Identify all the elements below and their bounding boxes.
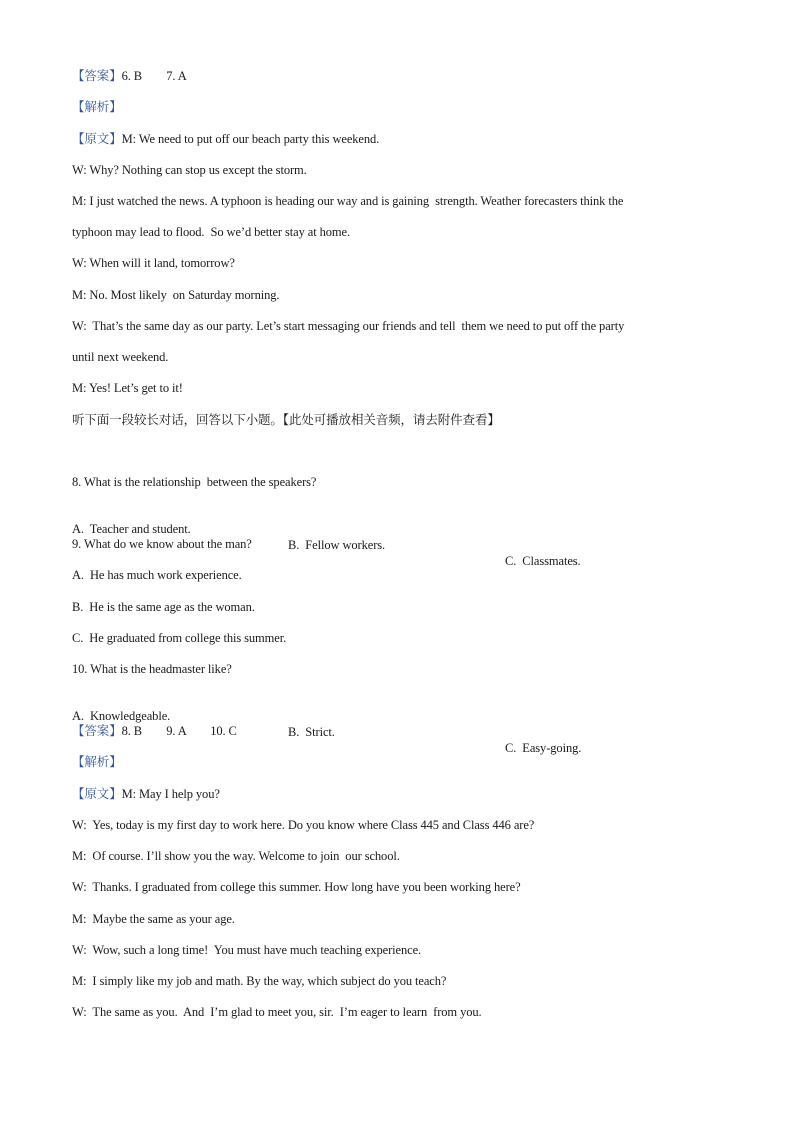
transcript-line: W: Yes, today is my first day to work here. Do you know where Class 445 and Class 446 are? — [72, 818, 535, 832]
original-label: 【原文】 — [72, 786, 122, 801]
listening-instruction: 听下面一段较长对话，回答以下小题。【此处可播放相关音频，请去附件查看】 — [72, 412, 500, 427]
analysis-line-1 — [72, 99, 122, 115]
option-a: A. Knowledgeable. — [72, 709, 171, 723]
option-b: B. He is the same age as the woman. — [72, 600, 255, 614]
option-b: B. Fellow workers. — [288, 538, 386, 552]
transcript-line: W: Wow, such a long time! You must have much teaching experience. — [72, 943, 422, 957]
option-a: A. Teacher and student. — [72, 522, 191, 536]
answer-line-2 — [72, 723, 237, 739]
answer-values: 8. B 9. A 10. C — [121, 724, 237, 738]
analysis-line-2 — [72, 754, 122, 770]
transcript-line — [72, 786, 220, 802]
transcript-line: M: Of course. I’ll show you the way. Welcome to join our school. — [72, 849, 400, 863]
question-stem: 10. What is the headmaster like? — [72, 662, 232, 676]
option-c: C. Classmates. — [505, 554, 581, 568]
original-label: 【原文】 — [72, 131, 122, 146]
transcript-line: W: Why? Nothing can stop us except the storm. — [72, 163, 307, 177]
transcript-line: W: The same as you. And I’m glad to meet you, sir. I’m eager to learn from you. — [72, 1005, 482, 1019]
transcript-line: typhoon may lead to flood. So we’d better stay at home. — [72, 225, 351, 239]
answer-label: 【答案】 — [72, 723, 122, 738]
transcript-line: M: No. Most likely on Saturday morning. — [72, 288, 280, 302]
transcript-line — [72, 131, 379, 147]
transcript-line: M: I just watched the news. A typhoon is heading our way and is gaining strength. Weather forecasters think the — [72, 194, 624, 208]
analysis-label: 【解析】 — [72, 99, 122, 114]
transcript-line: M: I simply like my job and math. By the way, which subject do you teach? — [72, 974, 447, 988]
transcript-line: M: Yes! Let’s get to it! — [72, 381, 183, 395]
option-a: A. He has much work experience. — [72, 568, 242, 582]
transcript-text: M: We need to put off our beach party this weekend. — [121, 132, 380, 146]
transcript-line: W: That’s the same day as our party. Let’s start messaging our friends and tell them we need to put off the party — [72, 319, 625, 333]
transcript-line: W: When will it land, tomorrow? — [72, 256, 235, 270]
option-c: C. Easy-going. — [505, 741, 582, 755]
analysis-label: 【解析】 — [72, 754, 122, 769]
answer-values: 6. B 7. A — [121, 69, 187, 83]
question-stem: 8. What is the relationship between the speakers? — [72, 475, 317, 489]
transcript-line: until next weekend. — [72, 350, 169, 364]
transcript-line: W: Thanks. I graduated from college this summer. How long have you been working here? — [72, 880, 521, 894]
transcript-line: M: Maybe the same as your age. — [72, 912, 235, 926]
option-b: B. Strict. — [288, 725, 335, 739]
option-c: C. He graduated from college this summer. — [72, 631, 287, 645]
question-stem: 9. What do we know about the man? — [72, 537, 252, 551]
answer-label: 【答案】 — [72, 68, 122, 83]
transcript-text: M: May I help you? — [121, 787, 220, 801]
answer-line-1 — [72, 68, 187, 84]
